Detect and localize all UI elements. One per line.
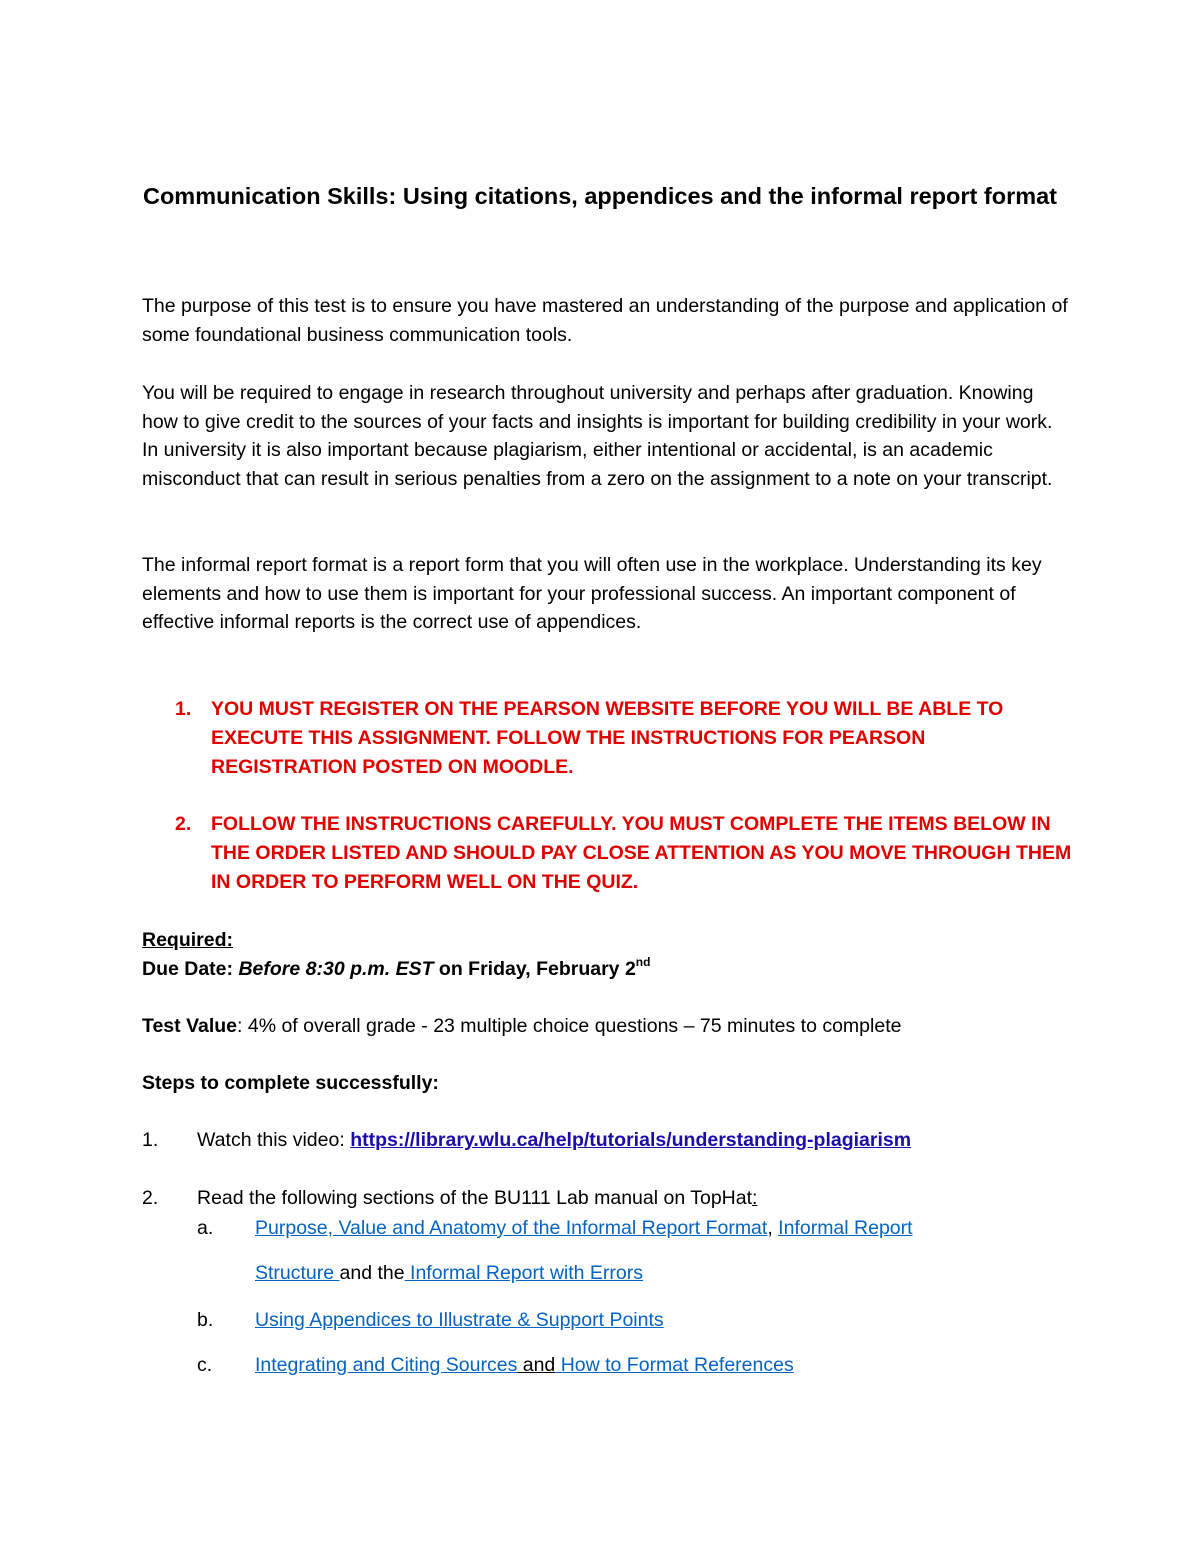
step-1 — [197, 1126, 911, 1154]
step-1-text: Watch this video: — [197, 1129, 351, 1151]
warning-item-1 — [142, 695, 1072, 782]
due-date-time: Before 8:30 p.m. EST — [238, 958, 434, 980]
test-value-line — [142, 1012, 901, 1040]
warning-text: YOU MUST REGISTER ON THE PEARSON WEBSITE BEFORE YOU WILL BE ABLE TO EXECUTE THIS ASSIGNMENT. FOLLOW THE INSTRUCTIONS FOR PEARSON REGISTRATION POSTED ON MOODLE. — [211, 698, 1004, 778]
test-value-text: : 4% of overall grade - 23 multiple choice questions – 75 minutes to complete — [237, 1015, 902, 1037]
due-date-suffix: nd — [635, 955, 651, 969]
step-1-number: 1. — [142, 1129, 159, 1151]
warning-text: FOLLOW THE INSTRUCTIONS CAREFULLY. YOU MUST COMPLETE THE ITEMS BELOW IN THE ORDER LISTED AND SHOULD PAY CLOSE ATTENTION AS YOU MOVE THROUGH THEM IN ORDER TO PERFORM WELL ON THE QUIZ. — [211, 813, 1072, 893]
link-separator: , — [767, 1217, 779, 1239]
warning-item-2 — [142, 810, 1072, 897]
informal-report-errors-link[interactable]: Informal Report with Errors — [404, 1262, 644, 1284]
plagiarism-video-link[interactable]: https://library.wlu.ca/help/tutorials/understanding-plagiarism — [350, 1129, 912, 1151]
step-2-text: Read the following sections of the BU111 Lab manual on TopHat — [197, 1187, 753, 1209]
and-the-text: and the — [339, 1262, 405, 1284]
informal-report-structure-link-cont[interactable]: Structure — [255, 1262, 340, 1284]
sub-step-b — [255, 1306, 664, 1334]
paragraph-informal-report: The informal report format is a report form that you will often use in the workplace. Understanding its key elements and how to use them is important for your professional success. An important component of effective informal reports is the correct use of appendices. — [142, 554, 1042, 634]
sub-step-c — [255, 1351, 794, 1379]
warning-number: 2. — [175, 813, 192, 835]
step-2-colon: : — [752, 1187, 758, 1209]
document-title: Communication Skills: Using citations, appendices and the informal report format — [142, 183, 1058, 209]
informal-report-format-link[interactable]: Purpose, Value and Anatomy of the Informal Report Format — [255, 1217, 768, 1239]
due-date-day: on Friday, February 2 — [433, 958, 636, 980]
steps-heading: Steps to complete successfully: — [142, 1072, 439, 1094]
sub-step-a-line-1 — [255, 1214, 913, 1242]
sub-step-a-number: a. — [197, 1217, 214, 1239]
and-text: and — [517, 1354, 556, 1376]
required-heading: Required: — [142, 929, 234, 951]
sub-step-b-number: b. — [197, 1309, 214, 1331]
step-2-number: 2. — [142, 1187, 159, 1209]
paragraph-research: You will be required to engage in research throughout university and perhaps after graduation. Knowing how to give credit to the sources of your facts and insights is important for building credibility in your work. In university it is also important because plagiarism, either intentional or accidental, is an academic misconduct that can result in serious penalties from a zero on the assignment to a note on your transcript. — [142, 382, 1053, 490]
due-date-label: Due Date: — [142, 958, 234, 980]
informal-report-structure-link[interactable]: Informal Report — [778, 1217, 913, 1239]
using-appendices-link[interactable]: Using Appendices to Illustrate & Support Points — [255, 1309, 664, 1331]
paragraph-purpose: The purpose of this test is to ensure you have mastered an understanding of the purpose and application of some foundational business communication tools. — [142, 295, 1068, 346]
sub-step-c-number: c. — [197, 1354, 213, 1376]
step-2 — [197, 1184, 757, 1212]
warning-number: 1. — [175, 698, 192, 720]
due-date-line — [142, 955, 650, 983]
citing-sources-link[interactable]: Integrating and Citing Sources — [255, 1354, 518, 1376]
sub-step-a-line-2 — [255, 1259, 643, 1287]
format-references-link[interactable]: How to Format References — [555, 1354, 794, 1376]
test-value-label: Test Value — [142, 1015, 238, 1037]
